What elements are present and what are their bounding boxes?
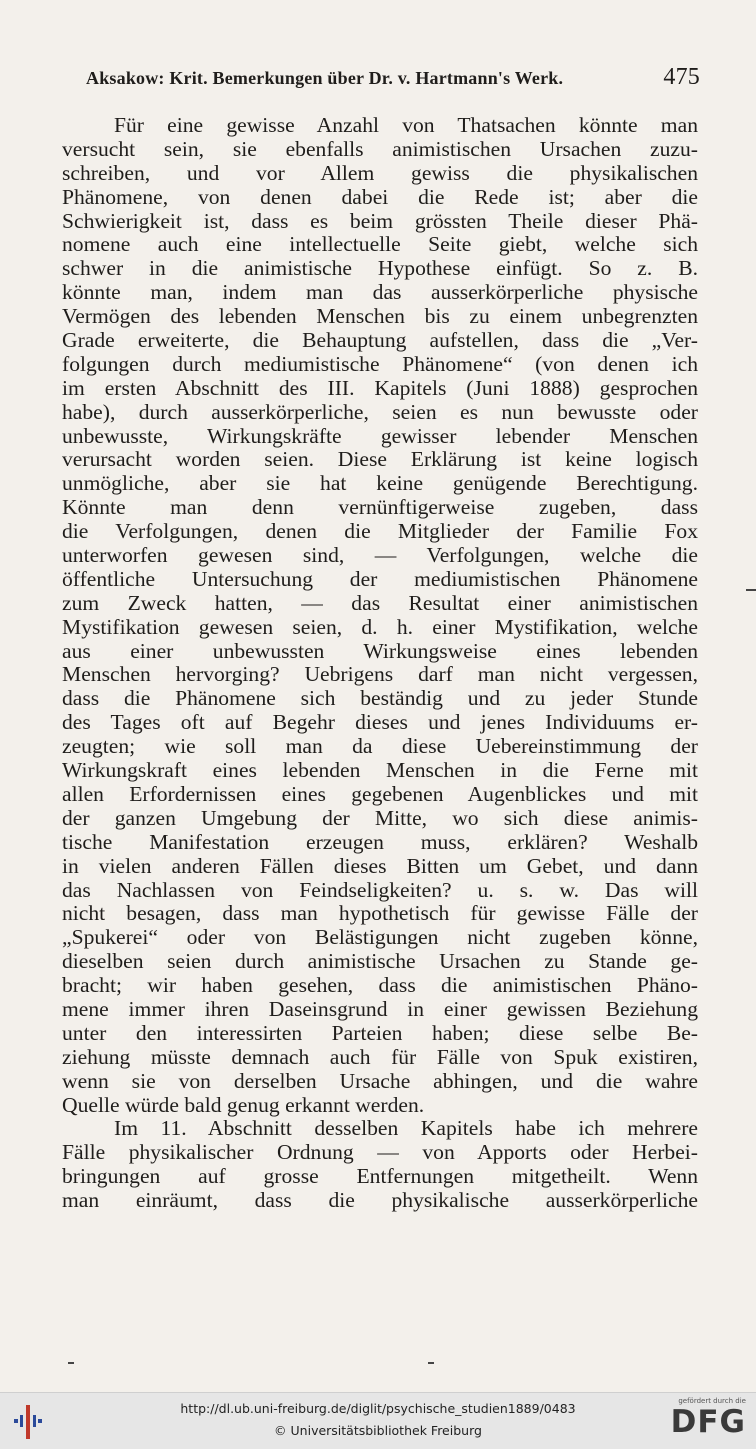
- text-line: habe), durch ausserkörperliche, seien es nun bewusste oder: [62, 400, 698, 424]
- text-line: könnte man, indem man das ausserkörperliche physische: [62, 281, 698, 305]
- text-line: tische Manifestation erzeugen muss, erklären? Weshalb: [62, 830, 698, 854]
- text-line: wenn sie von derselben Ursache abhingen, und die wahre: [62, 1069, 698, 1093]
- text-line: die Verfolgungen, denen die Mitglieder der Familie Fox: [62, 520, 698, 544]
- text-line: Fälle physikalischer Ordnung — von Apports oder Herbei-: [62, 1141, 698, 1165]
- source-url[interactable]: http://dl.ub.uni-freiburg.de/diglit/psychische_studien1889/0483: [180, 1401, 576, 1416]
- text-line: dieselben seien durch animistische Ursachen zu Stande ge-: [62, 950, 698, 974]
- running-title: Aksakow: Krit. Bemerkungen über Dr. v. Hartmann's Werk.: [86, 68, 564, 88]
- text-line: Grade erweiterte, die Behauptung aufstellen, dass die „Ver-: [62, 329, 698, 353]
- text-line: aus einer unbewussten Wirkungsweise eines lebenden: [62, 639, 698, 663]
- text-line: man einräumt, dass die physikalische ausserkörperliche: [62, 1189, 698, 1213]
- text-line: Wirkungskraft eines lebenden Menschen in die Ferne mit: [62, 759, 698, 783]
- text-line: des Tages oft auf Begehr dieses und jenes Individuums er-: [62, 711, 698, 735]
- text-line: das Nachlassen von Feindseligkeiten? u. s. w. Das will: [62, 878, 698, 902]
- text-line: verursacht worden seien. Diese Erklärung ist keine logisch: [62, 448, 698, 472]
- text-line: unbewusste, Wirkungskräfte gewisser lebender Menschen: [62, 424, 698, 448]
- text-line: bringungen auf grosse Entfernungen mitgetheilt. Wenn: [62, 1165, 698, 1189]
- text-line: ziehung müsste demnach auch für Fälle von Spuk existiren,: [62, 1045, 698, 1069]
- text-line: zum Zweck hatten, — das Resultat einer animistischen: [62, 591, 698, 615]
- scan-mark: [428, 1362, 434, 1364]
- text-line: der ganzen Umgebung der Mitte, wo sich diese animis-: [62, 806, 698, 830]
- text-line: Quelle würde bald genug erkannt werden.: [62, 1093, 425, 1117]
- text-line: allen Erfordernissen eines gegebenen Augenblickes und mit: [62, 782, 698, 806]
- text-line: Vermögen des lebenden Menschen bis zu einem unbegrenzten: [62, 305, 698, 329]
- text-line: unmögliche, aber sie hat keine genügende Berechtigung.: [62, 472, 698, 496]
- dfg-caption: gefördert durch die: [678, 1397, 746, 1405]
- text-line: Könnte man denn vernünftigerweise zugeben, dass: [62, 496, 698, 520]
- viewer-footer: [0, 1392, 756, 1449]
- dfg-wordmark: DFG: [670, 1404, 746, 1440]
- text-line: Im 11. Abschnitt desselben Kapitels habe ich mehrere: [114, 1117, 698, 1141]
- text-line: nomene auch eine intellectuelle Seite giebt, welche sich: [62, 233, 698, 257]
- text-line: in vielen anderen Fällen dieses Bitten um Gebet, und dann: [62, 854, 698, 878]
- text-line: öffentliche Untersuchung der mediumistischen Phänomene: [62, 567, 698, 591]
- text-line: „Spukerei“ oder von Belästigungen nicht zugeben könne,: [62, 926, 698, 950]
- text-line: Menschen hervorging? Uebrigens darf man nicht vergessen,: [62, 663, 698, 687]
- text-line: schreiben, und vor Allem gewiss die physikalischen: [62, 161, 698, 185]
- margin-mark: [746, 589, 756, 591]
- text-line: Mystifikation gewesen seien, d. h. einer Mystifikation, welche: [62, 615, 698, 639]
- text-line: Für eine gewisse Anzahl von Thatsachen könnte man: [114, 114, 698, 137]
- text-line: Phänomene, von denen dabei die Rede ist; aber die: [62, 185, 698, 209]
- text-line: schwer in die animistische Hypothese einfügt. So z. B.: [62, 257, 698, 281]
- text-line: folgungen durch mediumistische Phänomene“ (von denen ich: [62, 352, 698, 376]
- page-number: 475: [663, 64, 700, 90]
- scan-mark: [68, 1362, 74, 1364]
- text-line: zeugten; wie soll man da diese Uebereinstimmung der: [62, 735, 698, 759]
- text-line: bracht; wir haben gesehen, dass die animistischen Phäno-: [62, 974, 698, 998]
- page-header: [86, 64, 700, 94]
- body-text: [62, 114, 698, 1213]
- copyright-notice: © Universitätsbibliothek Freiburg: [274, 1423, 482, 1438]
- text-line: nicht besagen, dass man hypothetisch für gewisse Fälle der: [62, 902, 698, 926]
- text-line: Schwierigkeit ist, dass es beim grössten Theile dieser Phä-: [62, 209, 698, 233]
- text-line: mene immer ihren Daseinsgrund in einer gewissen Beziehung: [62, 997, 698, 1021]
- text-line: unterworfen gewesen sind, — Verfolgungen, welche die: [62, 544, 698, 568]
- dfg-logo: [666, 1397, 746, 1445]
- text-line: dass die Phänomene sich beständig und zu jeder Stunde: [62, 687, 698, 711]
- text-line: im ersten Abschnitt des III. Kapitels (Juni 1888) gesprochen: [62, 376, 698, 400]
- text-line: versucht sein, sie ebenfalls animistischen Ursachen zuzu-: [62, 137, 698, 161]
- text-line: unter den interessirten Parteien haben; diese selbe Be-: [62, 1021, 698, 1045]
